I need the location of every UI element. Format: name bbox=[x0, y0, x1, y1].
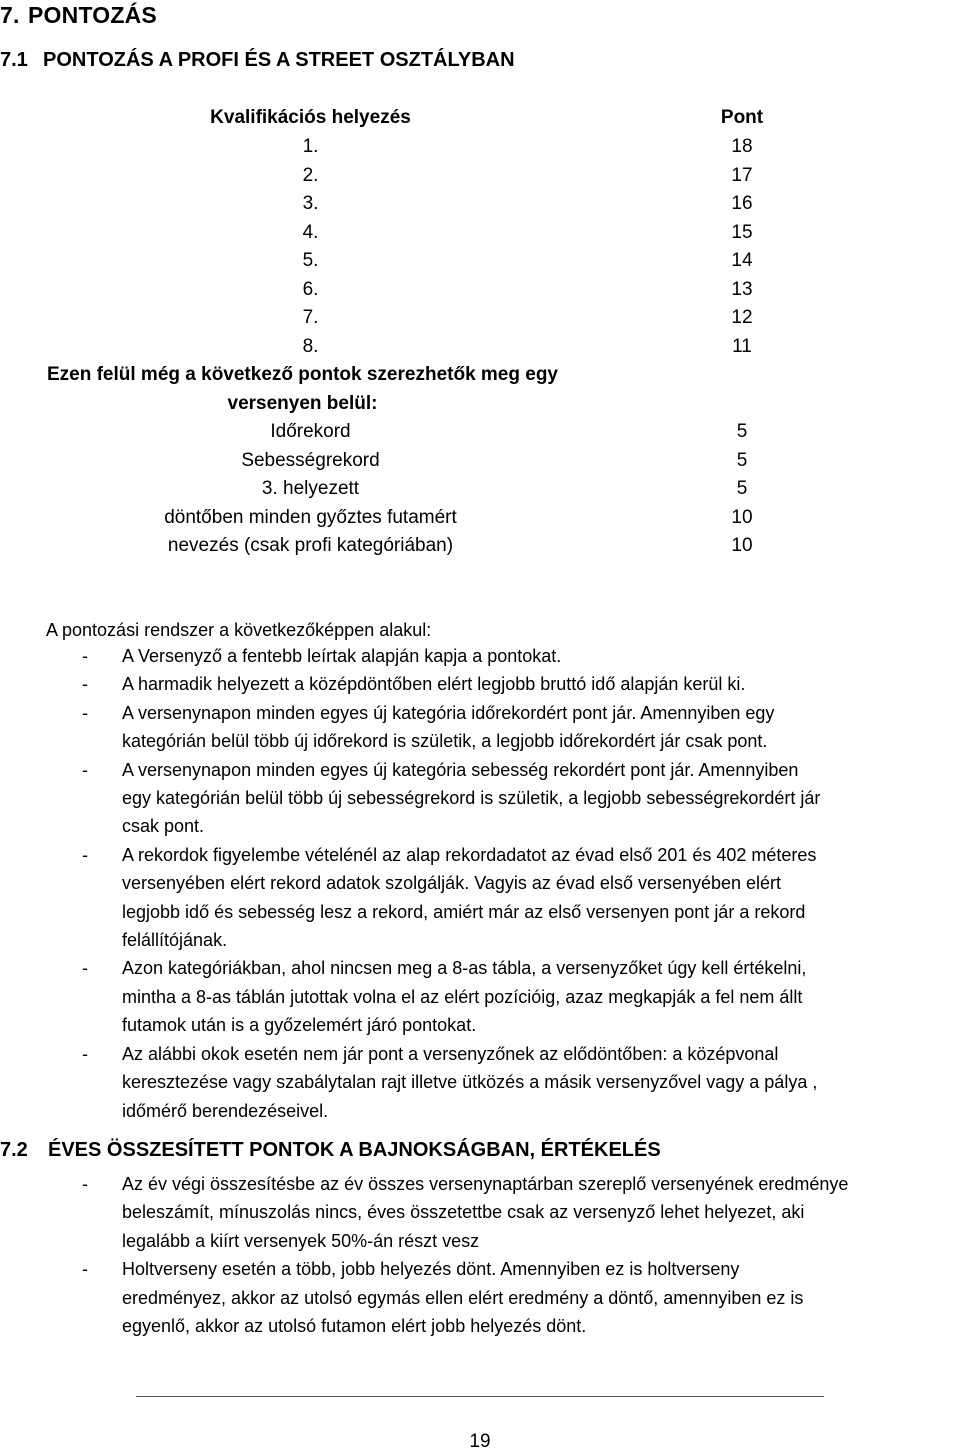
points-table-header bbox=[0, 104, 960, 132]
section-heading-2 bbox=[0, 1139, 661, 1162]
list-item: - Azon kategóriákban, ahol nincsen meg a 8-as tábla, a versenyzőket úgy kell értékelni, mintha a 8-as táblán jutottak volna el az elért pozícióig, azaz megkapják a fel nem állt futamok után is a győzelemért járó pontokat. bbox=[82, 954, 952, 1039]
list-dash: - bbox=[82, 759, 88, 780]
section-title: PONTOZÁS A PROFI ÉS A STREET OSZTÁLYBAN bbox=[43, 49, 515, 71]
list-item: - A rekordok figyelembe vételénél az alap rekordadatot az évad első 201 és 402 méteres versenyében elért rekord adatok szolgálják. Vagyis az évad első versenyében elért legjobb idő és sebesség lesz a rekord, amiért már az első versenyen pont jár a rekord felállítójának. bbox=[82, 841, 952, 955]
list-dash: - bbox=[82, 702, 88, 723]
points-value: 17 bbox=[731, 165, 753, 186]
list-item: - A versenynapon minden egyes új kategória sebesség rekordért pont jár. Amennyiben egy kategórián belül több új sebességrekord is születik, a legjobb sebességrekordért jár csak pont. bbox=[82, 756, 952, 841]
points-value: 5 bbox=[736, 421, 748, 442]
table-row bbox=[0, 247, 960, 275]
placement-label: 5. bbox=[302, 250, 319, 271]
chapter-title: PONTOZÁS bbox=[28, 2, 157, 28]
bonus-label: Időrekord bbox=[270, 421, 351, 442]
points-value: 14 bbox=[731, 250, 753, 271]
list-item: - A harmadik helyezett a középdöntőben elért legjobb bruttó idő alapján kerül ki. bbox=[82, 670, 952, 698]
footer-divider bbox=[136, 1396, 824, 1397]
list-item: - A Versenyző a fentebb leírtak alapján kapja a pontokat. bbox=[82, 642, 952, 670]
points-value: 5 bbox=[736, 478, 748, 499]
header-points: Pont bbox=[720, 107, 764, 128]
list-dash: - bbox=[82, 1174, 88, 1194]
header-label: Kvalifikációs helyezés bbox=[210, 107, 411, 128]
placement-label: 2. bbox=[302, 165, 319, 186]
points-value: 18 bbox=[731, 136, 753, 157]
table-row bbox=[0, 219, 960, 247]
placement-label: 1. bbox=[302, 136, 319, 157]
points-value: 10 bbox=[731, 535, 753, 556]
placement-label: 8. bbox=[302, 336, 319, 357]
list-dash: - bbox=[82, 958, 88, 979]
table-row bbox=[0, 304, 960, 332]
list-item: - A versenynapon minden egyes új kategória időrekordért pont jár. Amennyiben egy kategórián belül több új időrekord is születik, a legjobb időrekordért jár csak pont. bbox=[82, 699, 952, 756]
table-row bbox=[0, 418, 960, 446]
list-dash: - bbox=[82, 646, 88, 666]
annual-rules-list bbox=[82, 1170, 952, 1340]
bonus-label: nevezés (csak profi kategóriában) bbox=[167, 535, 454, 556]
placement-label: 4. bbox=[302, 222, 319, 243]
page-number: 19 bbox=[469, 1431, 491, 1452]
points-value: 10 bbox=[731, 507, 753, 528]
list-dash: - bbox=[82, 844, 88, 865]
section-number: 7.1 bbox=[0, 49, 28, 71]
bonus-label: 3. helyezett bbox=[261, 478, 360, 499]
list-dash: - bbox=[82, 1043, 88, 1064]
table-row bbox=[0, 333, 960, 361]
scoring-intro: A pontozási rendszer a következőképpen alakul: bbox=[46, 620, 432, 640]
placement-label: 7. bbox=[302, 307, 319, 328]
section-number: 7.2 bbox=[0, 1139, 28, 1161]
table-row bbox=[0, 532, 960, 560]
points-value: 16 bbox=[731, 193, 753, 214]
points-value: 15 bbox=[731, 222, 753, 243]
list-dash: - bbox=[82, 674, 88, 695]
chapter-heading bbox=[0, 2, 157, 29]
points-value: 5 bbox=[736, 450, 748, 471]
scoring-rules-list bbox=[82, 642, 952, 1125]
bonus-label: Sebességrekord bbox=[241, 450, 380, 471]
table-row bbox=[0, 447, 960, 475]
extra-points-heading: Ezen felül még a következő pontok szerezhetők meg egy bbox=[46, 364, 559, 385]
table-row bbox=[0, 504, 960, 532]
chapter-number: 7. bbox=[0, 2, 20, 28]
section-title: ÉVES ÖSSZESÍTETT PONTOK A BAJNOKSÁGBAN, ÉRTÉKELÉS bbox=[48, 1139, 661, 1161]
section-heading bbox=[0, 49, 515, 72]
extra-points-heading-cont: versenyen belül: bbox=[227, 393, 378, 414]
table-row bbox=[0, 475, 960, 503]
list-item: - Holtverseny esetén a több, jobb helyezés dönt. Amennyiben ez is holtverseny eredményez, akkor az utolsó egymás ellen elért eredmény a döntő, amennyiben ez is egyenlő, akkor az utolsó futamon elért jobb helyezés dönt. bbox=[82, 1255, 952, 1340]
list-dash: - bbox=[82, 1259, 88, 1280]
list-item: - Az év végi összesítésbe az év összes versenynaptárban szereplő versenyének eredménye beleszámít, mínuszolás nincs, éves összetettbe csak az versenyző lehet helyezet, aki legalább a kiírt versenyek 50%-án részt vesz bbox=[82, 1170, 952, 1255]
points-value: 12 bbox=[731, 307, 753, 328]
table-row bbox=[0, 133, 960, 161]
table-row bbox=[0, 276, 960, 304]
points-value: 11 bbox=[732, 336, 752, 357]
table-row bbox=[0, 162, 960, 190]
placement-label: 6. bbox=[302, 279, 319, 300]
placement-label: 3. bbox=[302, 193, 319, 214]
bonus-label: döntőben minden győztes futamért bbox=[164, 507, 457, 528]
list-item: - Az alábbi okok esetén nem jár pont a versenyzőnek az elődöntőben: a középvonal keresztezése vagy szabálytalan rajt illetve ütközés a másik versenyzővel vagy a pálya , időmérő berendezéseivel. bbox=[82, 1040, 952, 1125]
table-row bbox=[0, 190, 960, 218]
points-value: 13 bbox=[731, 279, 753, 300]
